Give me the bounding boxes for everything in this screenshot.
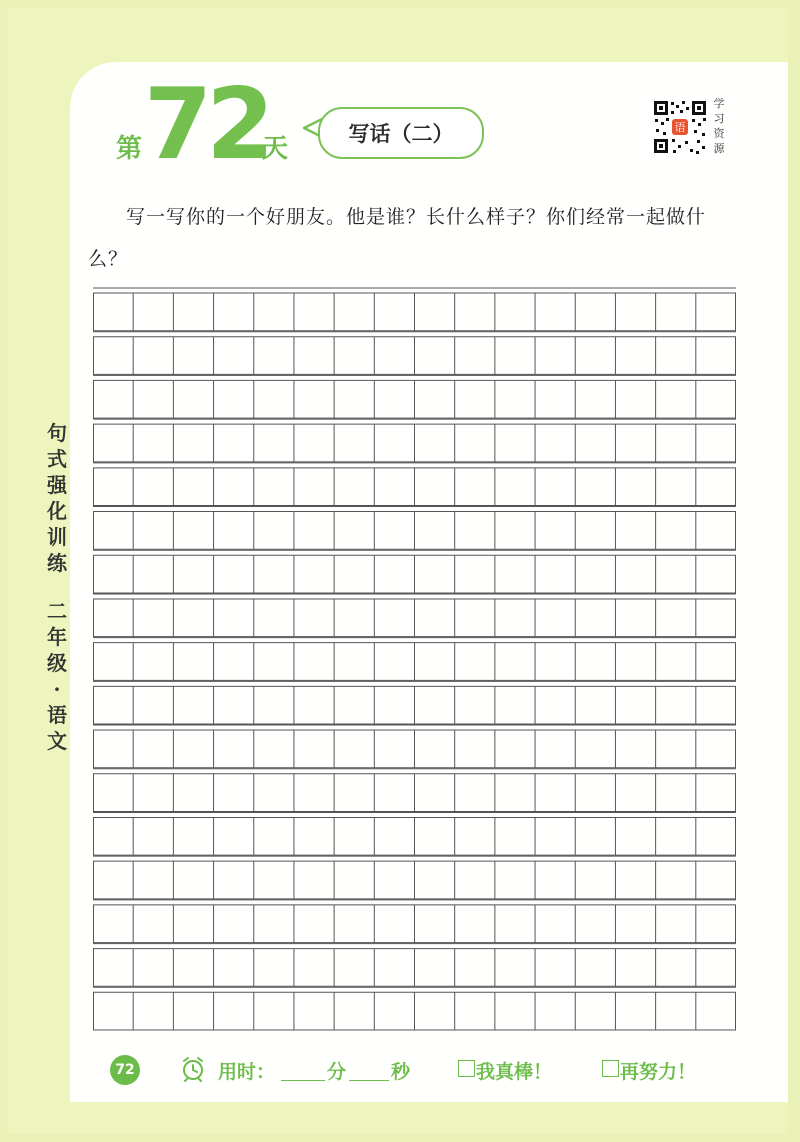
time-label: 用时： — [218, 1061, 276, 1083]
checkbox-try[interactable] — [602, 1060, 619, 1077]
bottom-band — [8, 1102, 788, 1134]
day-number: 72 — [144, 68, 269, 182]
qr-code-icon[interactable] — [652, 99, 708, 155]
side-label-title: 句式强化训练 — [47, 421, 67, 575]
alarm-clock-icon — [180, 1056, 206, 1082]
writing-prompt: 写一写你的一个好朋友。他是谁？长什么样子？你们经常一起做什么？ — [88, 206, 707, 270]
minutes-blank[interactable] — [281, 1080, 325, 1081]
writing-grid[interactable] — [93, 286, 736, 1031]
day-suffix: 天 — [262, 134, 289, 164]
checkbox-good[interactable] — [458, 1060, 475, 1077]
side-label-subject: 语文 — [47, 703, 67, 753]
option-try-label: 再努力！ — [620, 1061, 697, 1083]
seconds-blank[interactable] — [349, 1080, 389, 1081]
side-label-dot: · — [53, 677, 61, 701]
minute-unit: 分 — [327, 1061, 347, 1083]
topic-title: 写话（二） — [318, 107, 484, 159]
option-good-label: 我真棒！ — [476, 1061, 553, 1083]
book-side-label — [44, 420, 70, 754]
day-prefix: 第 — [116, 134, 143, 164]
side-label-grade: 二年级 — [47, 599, 67, 675]
second-unit: 秒 — [391, 1061, 411, 1083]
qr-label: 学习资源 — [713, 97, 725, 155]
qr-badge: 语 — [674, 121, 686, 134]
page-number: 72 — [110, 1055, 140, 1085]
